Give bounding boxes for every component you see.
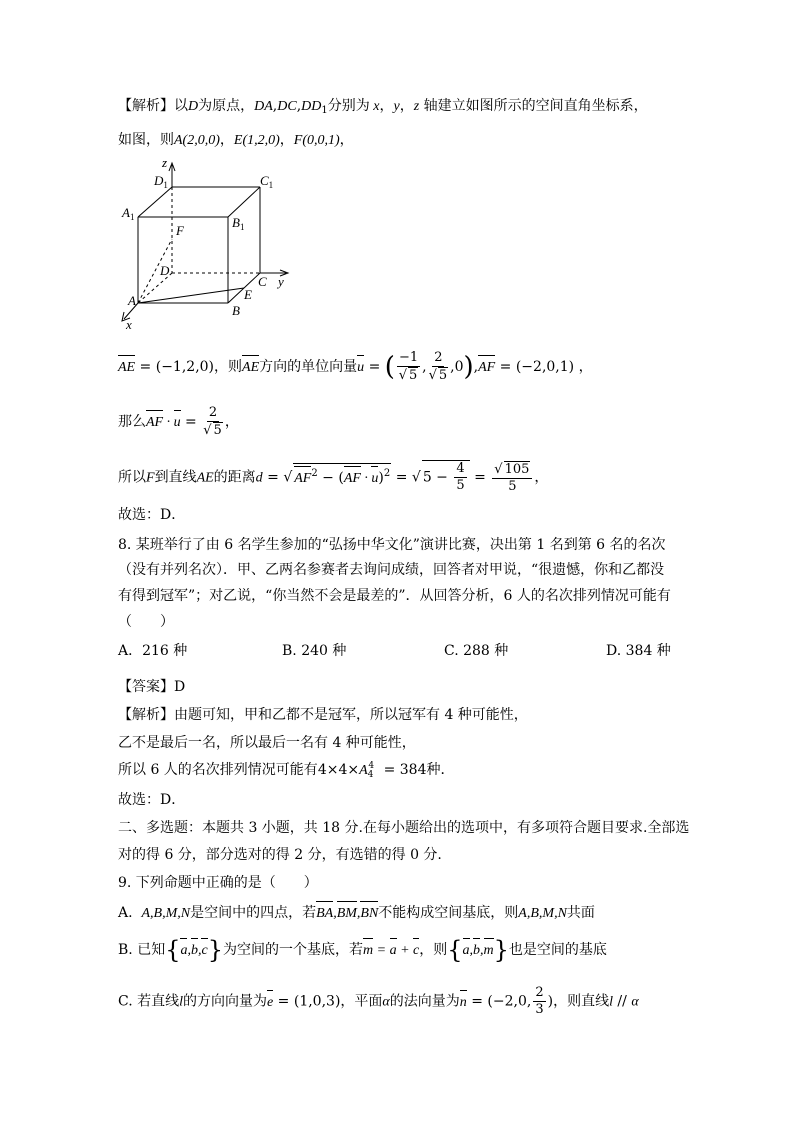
text-segment: 是空间中的四点，若 [190,905,317,921]
q7-analysis-line1: 【解析】以D为原点，$DA,DC,DD_1$分别为 x，y，z 轴建立如图所示的空间直角坐标系， [118,98,648,116]
analysis-label: 【解析】以 [118,98,188,114]
text-segment: 为空间的一个基底，若 [222,942,363,958]
point-A-coord: A(2,0,0) [174,133,220,148]
q8-option-d: D. 384 种 [606,643,671,659]
fig-label-E: E [244,287,252,302]
text-segment: 不能构成空间基底，则 [378,905,519,921]
text-segment: 为原点， [198,98,255,114]
q8-analysis-line1: 【解析】由题可知，甲和乙都不是冠军，所以冠军有 4 种可能性， [118,707,528,723]
q8-conclusion: 故选：D． [118,792,186,808]
fig-label-F: F [176,223,184,238]
text-segment: ，平面 [340,993,383,1010]
fig-label-y: y [278,274,284,289]
fig-label-B1: $B_1$ [232,215,245,232]
text-segment: 种． [426,762,455,778]
q7-analysis-line4: 那么AF · u = $\frac{2}{√ 5}$ ， [118,405,239,438]
cube-figure [118,155,298,335]
q8-answer: 【答案】D [118,679,186,695]
text-segment: 所以 6 人的名次排列情况可能有 [118,762,318,778]
q7-analysis-line2: 如图，则A(2,0,0)，E(1,2,0)，F(0,0,1)， [118,132,354,148]
point-F-coord: F(0,0,1) [293,133,340,148]
section2-line2: 对的得 6 分，部分选对的得 2 分，有选错的得 0 分. [118,847,442,863]
text-segment: 的距离 [213,469,256,486]
q8-stem-line4: （ ） [118,614,174,630]
text-segment: 分别为 [327,98,370,114]
fig-label-x: x [126,317,132,332]
q8-option-a: A．216 种 [118,643,188,659]
q9-option-c: C. 若直线l的方向向量为e = (1,0,3)，平面α的法向量为n = (−2,0, $\frac{2}{3}$ )，则直线l // α [118,985,639,1017]
fig-label-C: C [258,274,267,289]
text-segment: 共面 [566,905,595,921]
section2-line1: 二、多选题：本题共 3 小题，共 18 分.在每小题给出的选项中，有多项符合题目要求.全部选 [118,820,690,836]
q7-conclusion: 故选：D． [118,507,186,523]
text-segment: 的法向量为 [389,993,460,1010]
text-segment: 所以 [118,469,146,486]
q7-analysis-line3: AE = (−1,2,0)，则AE方向的单位向量u = ( $\frac{-1}{√ 5}$ , $\frac{2}{√ 5}$ ,0),AF = (−2,0,1) ， [118,350,593,383]
q9-stem: 9. 下列命题中正确的是（ ） [118,875,318,891]
fig-label-D: D [160,263,170,278]
q9-option-b: B. 已知{a,b,c}为空间的一个基底，若m = a + c，则{a,b,m}也是空间的基底 [118,936,607,964]
q8-stem-line2: （没有并列名次）．甲、乙两名参赛者去询问成绩，回答者对甲说，“很遗憾，你和乙都没 [118,562,665,578]
point-E-coord: E(1,2,0) [233,133,280,148]
fig-label-D1: $D_1$ [154,173,168,190]
fig-label-A1: $A_1$ [122,205,135,222]
fig-label-A: A [128,293,136,308]
q8-option-c: C. 288 种 [444,643,509,659]
text-segment: ，则 [214,359,243,375]
fig-label-z: z [162,155,168,170]
q8-stem-line3: 有得到冠军”；对乙说，“你当然不会是最差的”．从回答分析，6 人的名次排列情况可能有 [118,588,671,604]
q8-analysis-line2: 乙不是最后一名，所以最后一名有 4 种可能性， [118,735,416,751]
text-segment: 方向的单位向量 [259,359,358,375]
fig-label-B: B [232,303,240,318]
text-segment: 轴建立如图所示的空间直角坐标系， [423,98,648,114]
text-segment: ，则 [419,942,448,958]
q8-analysis-line3: 所以 6 人的名次排列情况可能有$4\times 4\times A_4^4 = 384$种． [118,761,455,780]
q8-option-b: B. 240 种 [282,643,347,659]
text-segment: C. 若直线 [118,993,180,1010]
text-segment: 那么 [118,414,146,430]
fig-label-C1: $C_1$ [260,173,274,190]
text-segment: 的方向向量为 [183,993,268,1010]
text-segment: 如图，则 [118,132,174,148]
text-segment: 到直线 [154,469,197,486]
text-segment: ，则直线 [553,993,610,1010]
q7-analysis-line5: 所以F到直线AE的距离d = √ $AF^2 - (AF \cdot u)^2$ = √ 5 − $\frac{4}{5}$ = $\frac{√ 105}{5}$ ， [118,461,549,494]
text-segment: B. 已知 [118,942,166,958]
q8-stem-line1: 8. 某班举行了由 6 名学生参加的“弘扬中华文化”演讲比赛，决出第 1 名到第 6 名的名次 [118,537,666,553]
text-segment: 也是空间的基底 [508,942,607,958]
text-segment: A. [118,905,133,921]
q9-option-a: A. A,B,M,N是空间中的四点，若BA,BM,BN不能构成空间基底，则A,B,M,N共面 [118,903,595,924]
